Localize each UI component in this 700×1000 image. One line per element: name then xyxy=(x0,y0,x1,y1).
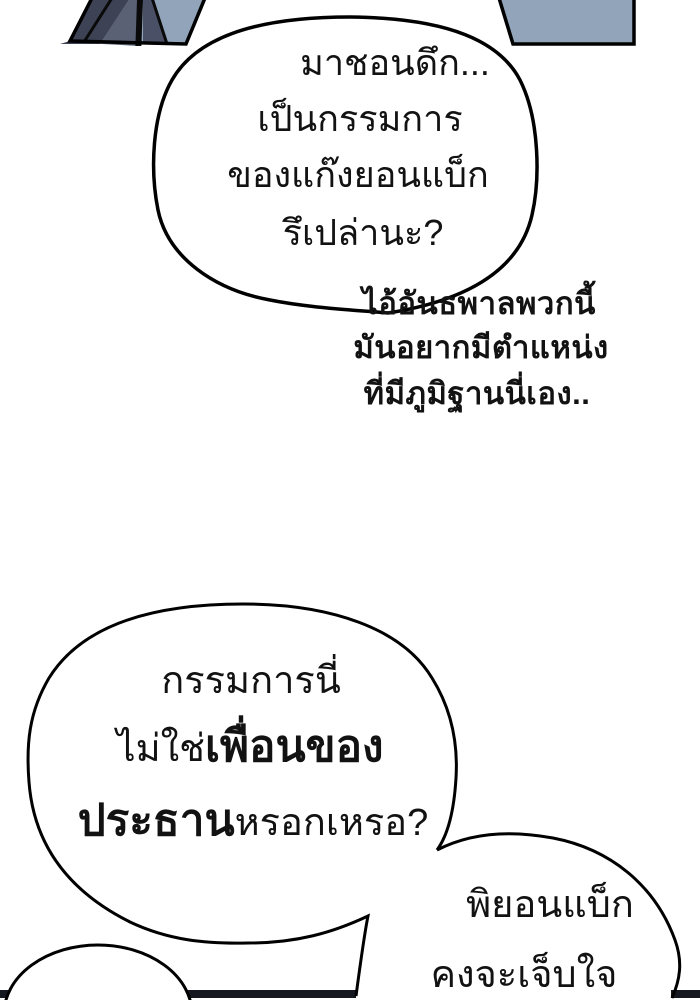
bubble3-line2: คงจะเจ็บใจ xyxy=(430,954,618,996)
bubble1-line2: เป็นกรรมการ xyxy=(257,98,463,139)
bubble1-line3: ของแก๊งยอนแบ็ก xyxy=(227,154,489,195)
top-panel-left-fragment xyxy=(60,0,205,46)
small-bubble-bottom-left xyxy=(4,945,192,1000)
bubble2-line3: ประธานหรอกเหรอ? xyxy=(77,796,429,845)
narration-line2: มันอยากมีตำแหน่ง xyxy=(353,330,609,365)
bubble1-line4: รึเปล่านะ? xyxy=(282,212,444,253)
bubble2-line1: กรรมการนี่ xyxy=(161,660,341,702)
bubble1-line1: มาชอนดึก... xyxy=(300,42,490,83)
bubble3-line1: พิยอนแบ็ก xyxy=(466,884,634,926)
top-panel-right-fragment xyxy=(499,0,634,44)
narration-line3: ที่มีภูมิฐานนี่เอง.. xyxy=(363,376,591,411)
narration-line1: ไอ้อันธพาลพวกนี้ xyxy=(362,286,596,321)
bubble2-line2: ไม่ใช่เพื่อนของ xyxy=(116,722,384,771)
